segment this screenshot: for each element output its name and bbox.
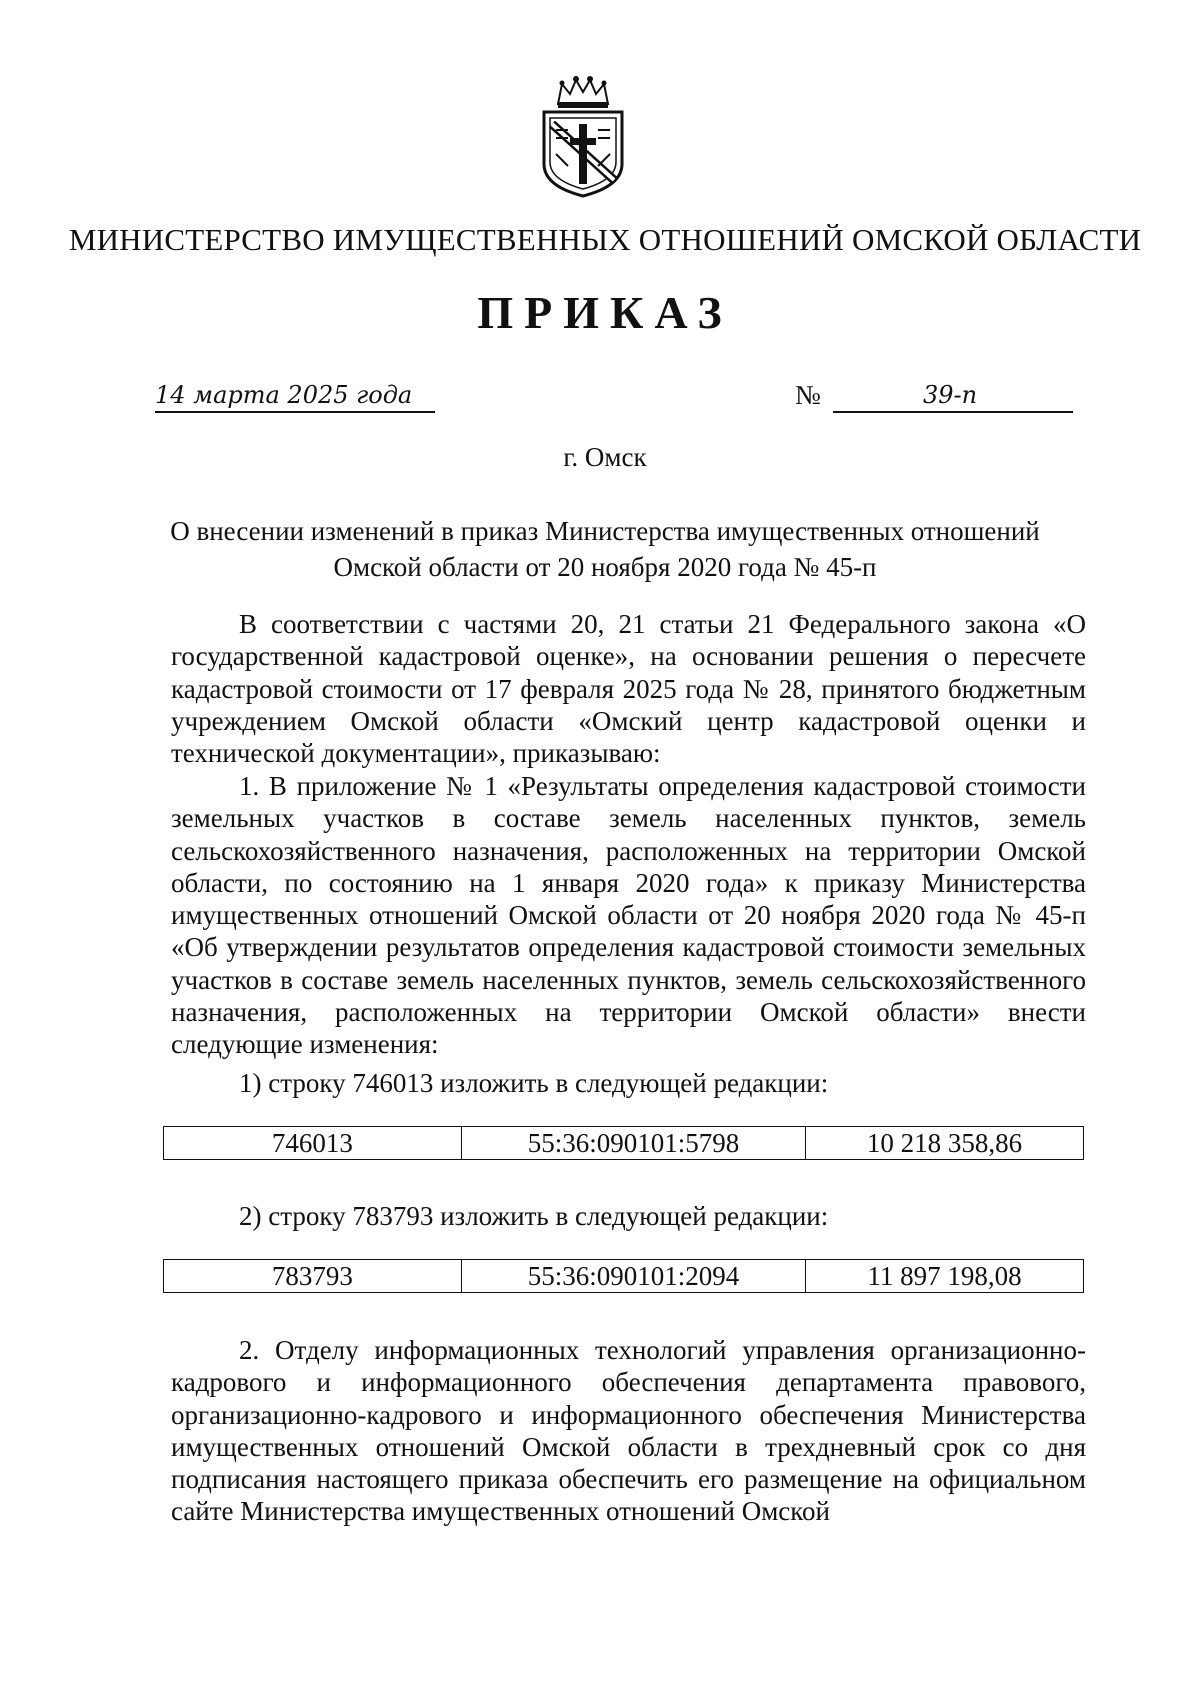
- item-2-text: 2) строку 783793 изложить в следующей редакции:: [239, 1201, 829, 1231]
- preamble-paragraph: [171, 608, 1086, 769]
- city: г. Омск: [563, 442, 647, 472]
- item-1-text: 1) строку 746013 изложить в следующей редакции:: [239, 1068, 829, 1098]
- cadastral-value-cell: 10 218 358,86: [806, 1127, 1084, 1160]
- order-number-label: №: [795, 380, 821, 410]
- order-subject: [140, 513, 1070, 585]
- clause-1-text: 1. В приложение № 1 «Результаты определения кадастровой стоимости земельных участков в составе земель населенных пунктов, земель сельскохозяйственного назначения, расположенных на территории Омской области, по состоянию на 1 января 2020 года» к приказу Министерства имущественных отношений Омской области от 20 ноября 2020 года № 45-п «Об утверждении результатов определения кадастровой стоимости земельных участков в составе земель населенных пунктов, земель сельскохозяйственного назначения, расположенных на территории Омской области» внести следующие изменения:: [171, 771, 1086, 1060]
- row-number-cell: 783793: [164, 1260, 462, 1293]
- item-2-paragraph: [171, 1200, 1086, 1232]
- order-title: ПРИКАЗ: [477, 287, 733, 338]
- clause-2-paragraph: [171, 1334, 1086, 1528]
- table-row-2: [163, 1259, 1084, 1293]
- cadastral-value-cell: 11 897 198,08: [806, 1260, 1084, 1293]
- order-number: 39-п: [833, 381, 1073, 413]
- cadastral-number-cell: 55:36:090101:2094: [461, 1260, 805, 1293]
- preamble-text: В соответствии с частями 20, 21 статьи 21 Федерального закона «О государственной кадастровой оценке», на основании решения о пересчете кадастровой стоимости от 17 февраля 2025 года № 28, принятого бюджетным учреждением Омской области «Омский центр кадастровой оценки и технической документации», приказываю:: [171, 609, 1086, 769]
- clause-1-paragraph: [171, 770, 1086, 1061]
- cadastral-number-cell: 55:36:090101:5798: [461, 1127, 805, 1160]
- item-1-paragraph: [171, 1067, 1086, 1099]
- subject-line-1: О внесении изменений в приказ Министерства имущественных отношений: [170, 516, 1040, 546]
- table-row-1: [163, 1126, 1084, 1160]
- ministry-name: МИНИСТЕРСТВО ИМУЩЕСТВЕННЫХ ОТНОШЕНИЙ ОМСКОЙ ОБЛАСТИ: [68, 222, 1142, 257]
- omsk-coat-of-arms-icon: [538, 74, 628, 198]
- row-number-cell: 746013: [164, 1127, 462, 1160]
- order-date: 14 марта 2025 года: [155, 381, 435, 413]
- clause-2-text: 2. Отделу информационных технологий управления организационно-кадрового и информационного обеспечения департамента правового, организационно-кадрового и информационного обеспечения Министерства имущественных отношений Омской области в трехдневный срок со дня подписания настоящего приказа обеспечить его размещение на официальном сайте Министерства имущественных отношений Омской: [171, 1335, 1086, 1527]
- subject-line-2: Омской области от 20 ноября 2020 года № 45-п: [333, 552, 877, 582]
